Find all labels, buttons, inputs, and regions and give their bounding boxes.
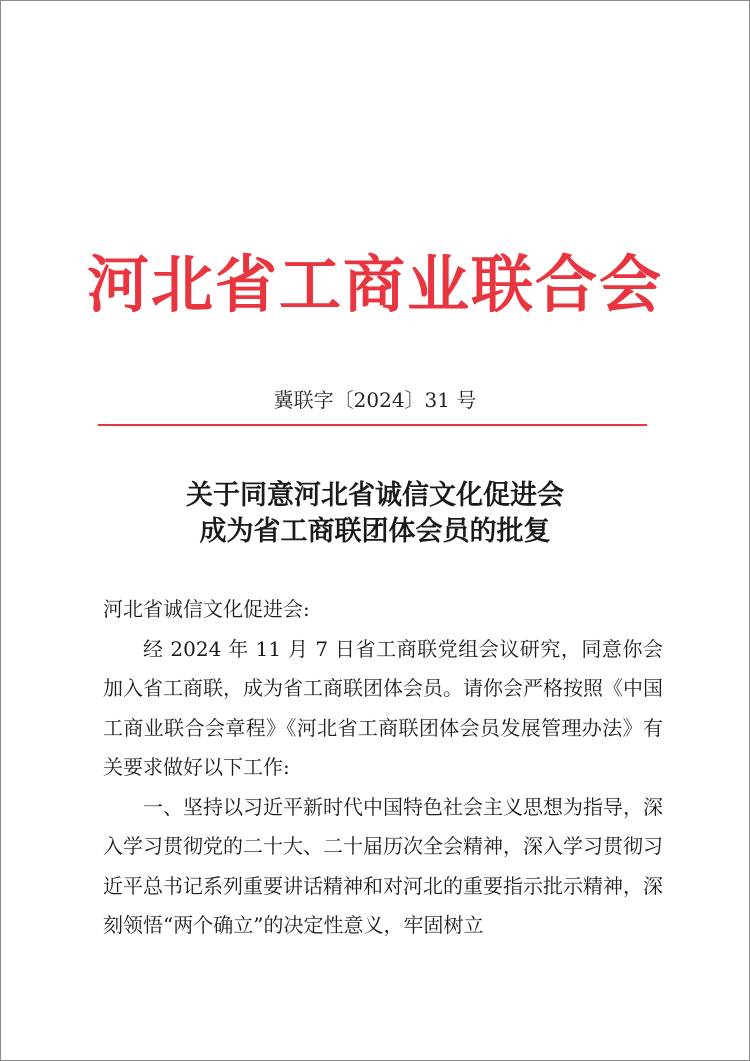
document-title bbox=[1, 478, 749, 550]
document-body bbox=[103, 590, 663, 946]
issuer-title: 河北省工商业联合会 bbox=[86, 248, 663, 321]
body-paragraph-1: 经 2024 年 11 月 7 日省工商联党组会议研究，同意你会加入省工商联，成为省工商联团体会员。请你会严格按照《中国工商业联合会章程》《河北省工商联团体会员发展管理办法》有关要求做好以下工作: bbox=[103, 636, 663, 779]
title-line-2: 成为省工商联团体会员的批复 bbox=[199, 516, 551, 547]
body-paragraph-2: 一、坚持以习近平新时代中国特色社会主义思想为指导，深入学习贯彻党的二十大、二十届历次全会精神，深入学习贯彻习近平总书记系列重要讲话精神和对河北的重要指示批示精神，深刻领悟“两个确立”的决定性意义，牢固树立 bbox=[103, 794, 663, 937]
document-number: 冀联字〔2024〕31 号 bbox=[273, 388, 477, 412]
red-divider-line bbox=[98, 424, 647, 426]
title-line-1: 关于同意河北省诚信文化促进会 bbox=[186, 480, 564, 511]
salutation: 河北省诚信文化促进会: bbox=[103, 597, 310, 621]
